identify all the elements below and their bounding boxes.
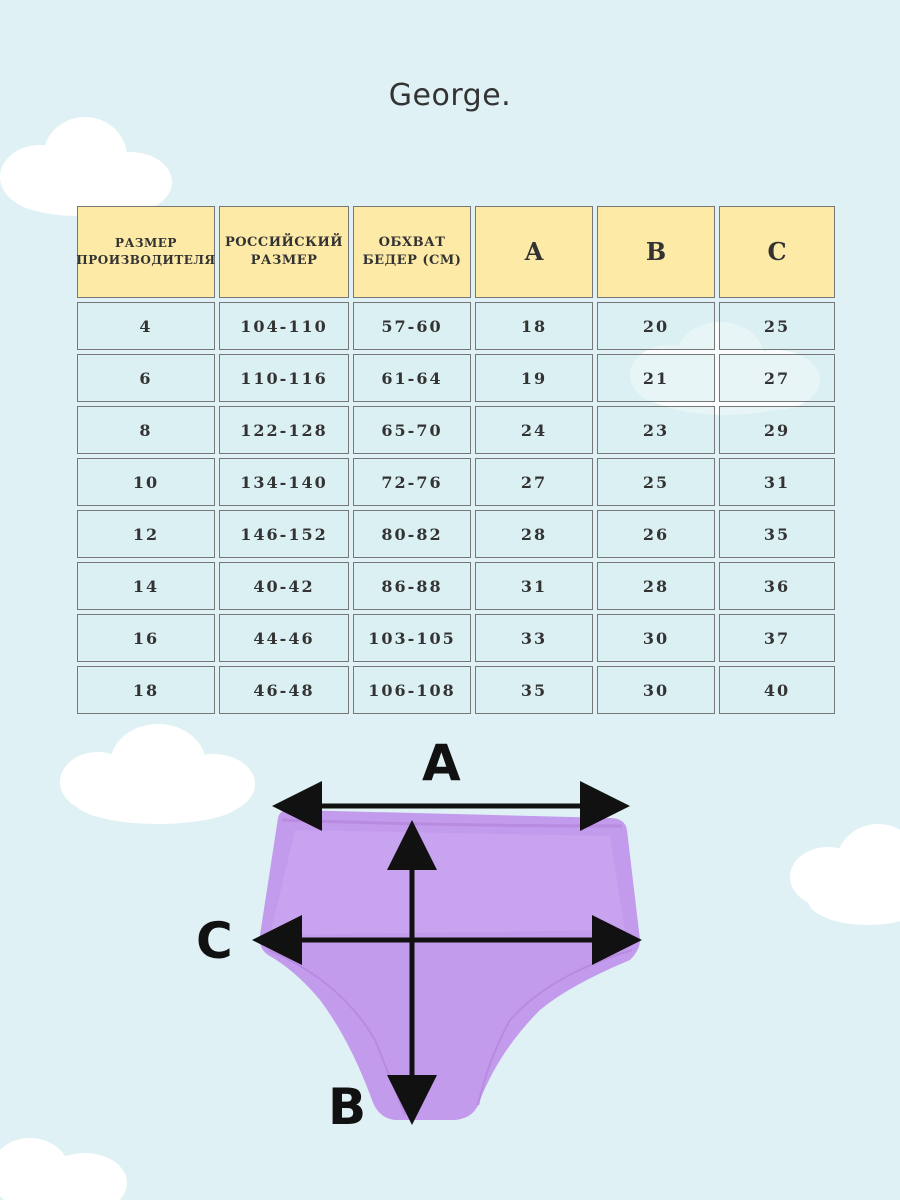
table-cell: 86-88 [353,562,471,610]
table-cell: 36 [719,562,835,610]
table-cell: 40-42 [219,562,349,610]
table-cell: 6 [77,354,215,402]
header-hip-girth: ОБХВАТ БЕДЕР (СМ) [353,206,471,298]
header-russian-size: РОССИЙСКИЙ РАЗМЕР [219,206,349,298]
garment-shading [270,830,625,935]
table-cell: 35 [719,510,835,558]
table-cell: 35 [475,666,593,714]
table-cell: 31 [719,458,835,506]
table-cell: 16 [77,614,215,662]
table-cell: 23 [597,406,715,454]
label-a: A [422,734,461,792]
table-cell: 37 [719,614,835,662]
table-cell: 27 [719,354,835,402]
header-c: C [719,206,835,298]
table-cell: 19 [475,354,593,402]
table-cell: 21 [597,354,715,402]
table-cell: 27 [475,458,593,506]
table-cell: 12 [77,510,215,558]
brand-logo: George. [388,78,512,113]
table-cell: 24 [475,406,593,454]
header-manufacturer-size: РАЗМЕР ПРОИЗВОДИТЕЛЯ [77,206,215,298]
size-table [77,206,835,714]
table-cell: 46-48 [219,666,349,714]
table-cell: 26 [597,510,715,558]
table-cell: 31 [475,562,593,610]
table-cell: 65-70 [353,406,471,454]
header-a: A [475,206,593,298]
table-cell: 10 [77,458,215,506]
table-cell: 44-46 [219,614,349,662]
table-cell: 28 [475,510,593,558]
table-cell: 110-116 [219,354,349,402]
table-cell: 80-82 [353,510,471,558]
table-cell: 18 [475,302,593,350]
table-cell: 61-64 [353,354,471,402]
table-cell: 57-60 [353,302,471,350]
table-cell: 25 [597,458,715,506]
table-cell: 106-108 [353,666,471,714]
table-cell: 29 [719,406,835,454]
header-b: B [597,206,715,298]
table-cell: 4 [77,302,215,350]
table-cell: 33 [475,614,593,662]
table-cell: 103-105 [353,614,471,662]
table-cell: 30 [597,666,715,714]
table-cell: 8 [77,406,215,454]
label-b: B [328,1078,367,1136]
table-cell: 14 [77,562,215,610]
table-cell: 25 [719,302,835,350]
table-cell: 30 [597,614,715,662]
table-cell: 20 [597,302,715,350]
table-cell: 146-152 [219,510,349,558]
table-cell: 40 [719,666,835,714]
table-cell: 104-110 [219,302,349,350]
table-cell: 28 [597,562,715,610]
table-cell: 18 [77,666,215,714]
table-cell: 72-76 [353,458,471,506]
label-c: C [196,912,233,970]
table-cell: 134-140 [219,458,349,506]
table-cell: 122-128 [219,406,349,454]
